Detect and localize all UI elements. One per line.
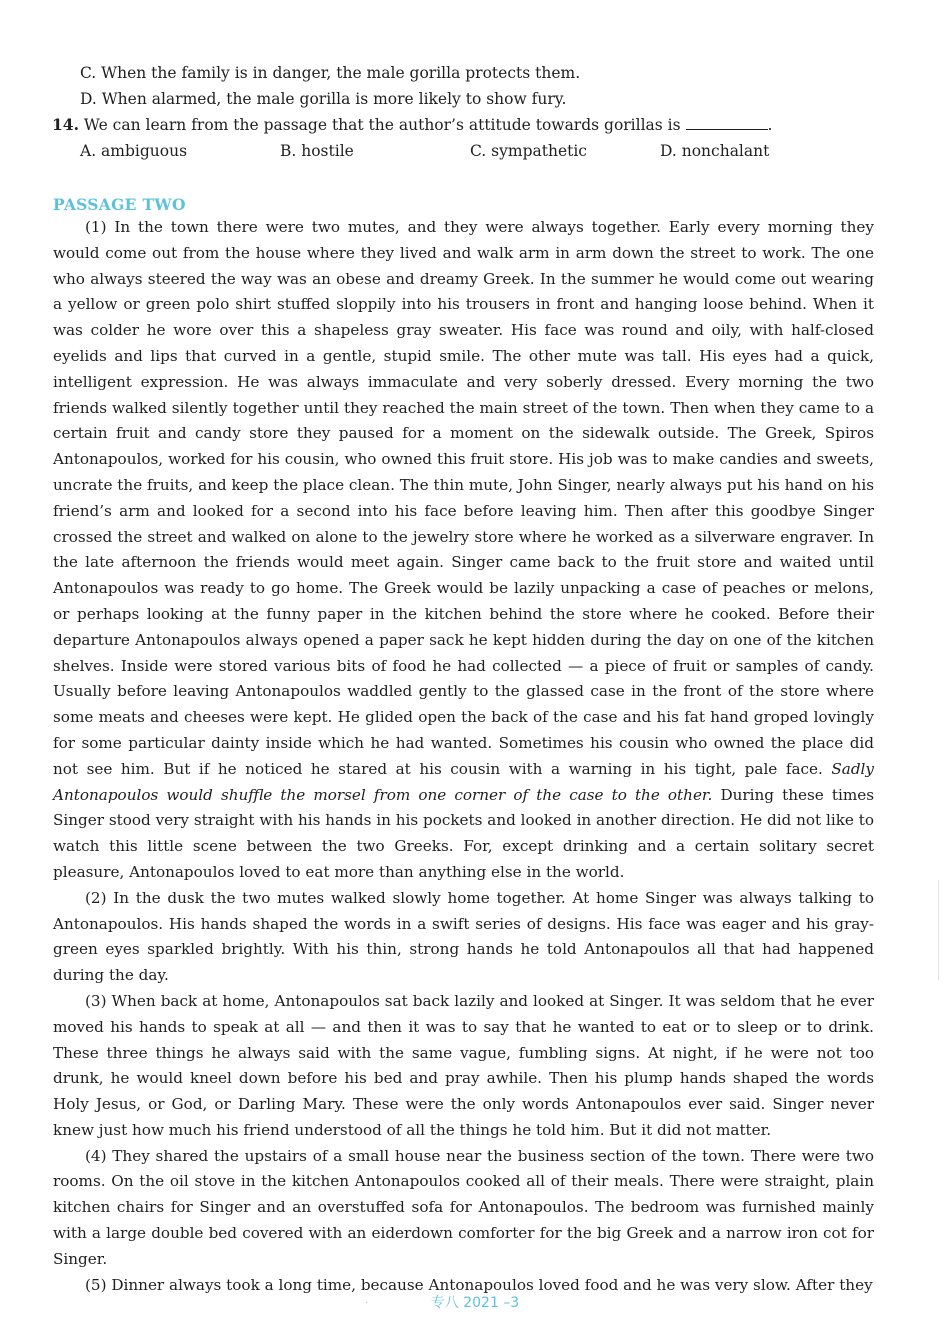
choice-c: C. sympathetic [470,142,587,160]
choice-b: B. hostile [280,142,354,160]
decorative-dot: · [365,1298,369,1309]
scan-edge-line [938,880,939,980]
answer-blank [686,116,768,130]
choice-d: D. nonchalant [660,142,770,160]
question-end: . [767,116,773,134]
option-c-prev: C. When the family is in danger, the male gorilla protects them. [80,64,581,82]
passage-body [53,215,874,1298]
choice-a: A. ambiguous [80,142,188,160]
paragraph-1-italic: Sadly Antonapoulos would shuffle the morsel from one corner of the case to the other. [53,759,874,804]
paragraph-2: (2) In the dusk the two mutes walked slowly home together. At home Singer was always talking to Antonapoulos. His hands shaped the words in a swift series of designs. His face was eager and his gray-green eyes sparkled brightly. With his thin, strong hands he told Antonapoulos all that had happened during the day. [53,888,874,985]
paragraph-3: (3) When back at home, Antonapoulos sat back lazily and looked at Singer. It was seldom that he ever moved his hands to speak at all — and then it was to say that he wanted to eat or to sleep or to drink. These three things he always said with the same vague, fumbling signs. At night, if he were not too drunk, he would kneel down before his bed and pray awhile. Then his plump hands shaped the words Holy Jesus, or God, or Darling Mary. These were the only words Antonapoulos ever said. Singer never knew just how much his friend understood of all the things he told him. But it did not matter. [53,991,874,1139]
paragraph-1 [53,215,874,886]
question-stem: We can learn from the passage that the author’s attitude towards gorillas is [83,116,681,134]
option-d-prev: D. When alarmed, the male gorilla is more likely to show fury. [80,90,567,108]
paragraph-5: (5) Dinner always took a long time, because Antonapoulos loved food and he was very slow. After they [85,1275,873,1294]
page-footer: 专八 2021 –3 [430,1295,520,1311]
paragraph-1-text: (1) In the town there were two mutes, and they were always together. Early every morning they would come out from the house where they lived and walk arm in arm down the street to work. The one who always steered the way was an obese and dreamy Greek. In the summer he would come out wearing a yellow or green polo shirt stuffed sloppily into his trousers in front and hanging loose behind. When it was colder he wore over this a shapeless gray sweater. His face was round and oily, with half-closed eyelids and lips that curved in a gentle, stupid smile. The other mute was tall. His eyes had a quick, intelligent expression. He was always immaculate and very soberly dressed. Every morning the two friends walked silently together until they reached the main street of the town. Then when they came to a certain fruit and candy store they paused for a moment on the sidewalk outside. The Greek, Spiros Antonapoulos, worked for his cousin, who owned this fruit store. His job was to make candies and sweets, uncrate the fruits, and keep the place clean. The thin mute, John Singer, nearly always put his hand on his friend’s arm and looked for a second into his face before leaving him. Then after this goodbye Singer crossed the street and walked on alone to the jewelry store where he worked as a silverware engraver. In the late afternoon the friends would meet again. Singer came back to the fruit store and waited until Antonapoulos was ready to go home. The Greek would be lazily unpacking a case of peaches or melons, or perhaps looking at the funny paper in the kitchen behind the store where he cooked. Before their departure Antonapoulos always opened a paper sack he kept hidden during the day on one of the kitchen shelves. Inside were stored various bits of food he had collected — a piece of fruit or samples of candy. Usually before leaving Antonapoulos waddled gently to the glassed case in the front of the store where some meats and cheeses were kept. He glided open the back of the case and his fat hand groped lovingly for some particular dainty inside which he had wanted. Sometimes his cousin who owned the place did not see him. But if he noticed he stared at his cousin with a warning in his tight, pale face. [53,218,874,778]
question-14 [52,115,772,135]
paragraph-1-rest: During these times Singer stood very straight with his hands in his pockets and looked in another direction. He did not like to watch this little scene between the two Greeks. For, except drinking and a certain solitary secret pleasure, Antonapoulos loved to eat more than anything else in the world. [53,785,875,881]
paragraph-4: (4) They shared the upstairs of a small house near the business section of the town. There were two rooms. On the oil stove in the kitchen Antonapoulos cooked all of their meals. There were straight, plain kitchen chairs for Singer and an overstuffed sofa for Antonapoulos. The bedroom was furnished mainly with a large double bed covered with an eiderdown comforter for the big Greek and a narrow iron cot for Singer. [53,1146,874,1268]
question-number: 14. [52,115,79,134]
passage-heading: PASSAGE TWO [53,195,186,214]
